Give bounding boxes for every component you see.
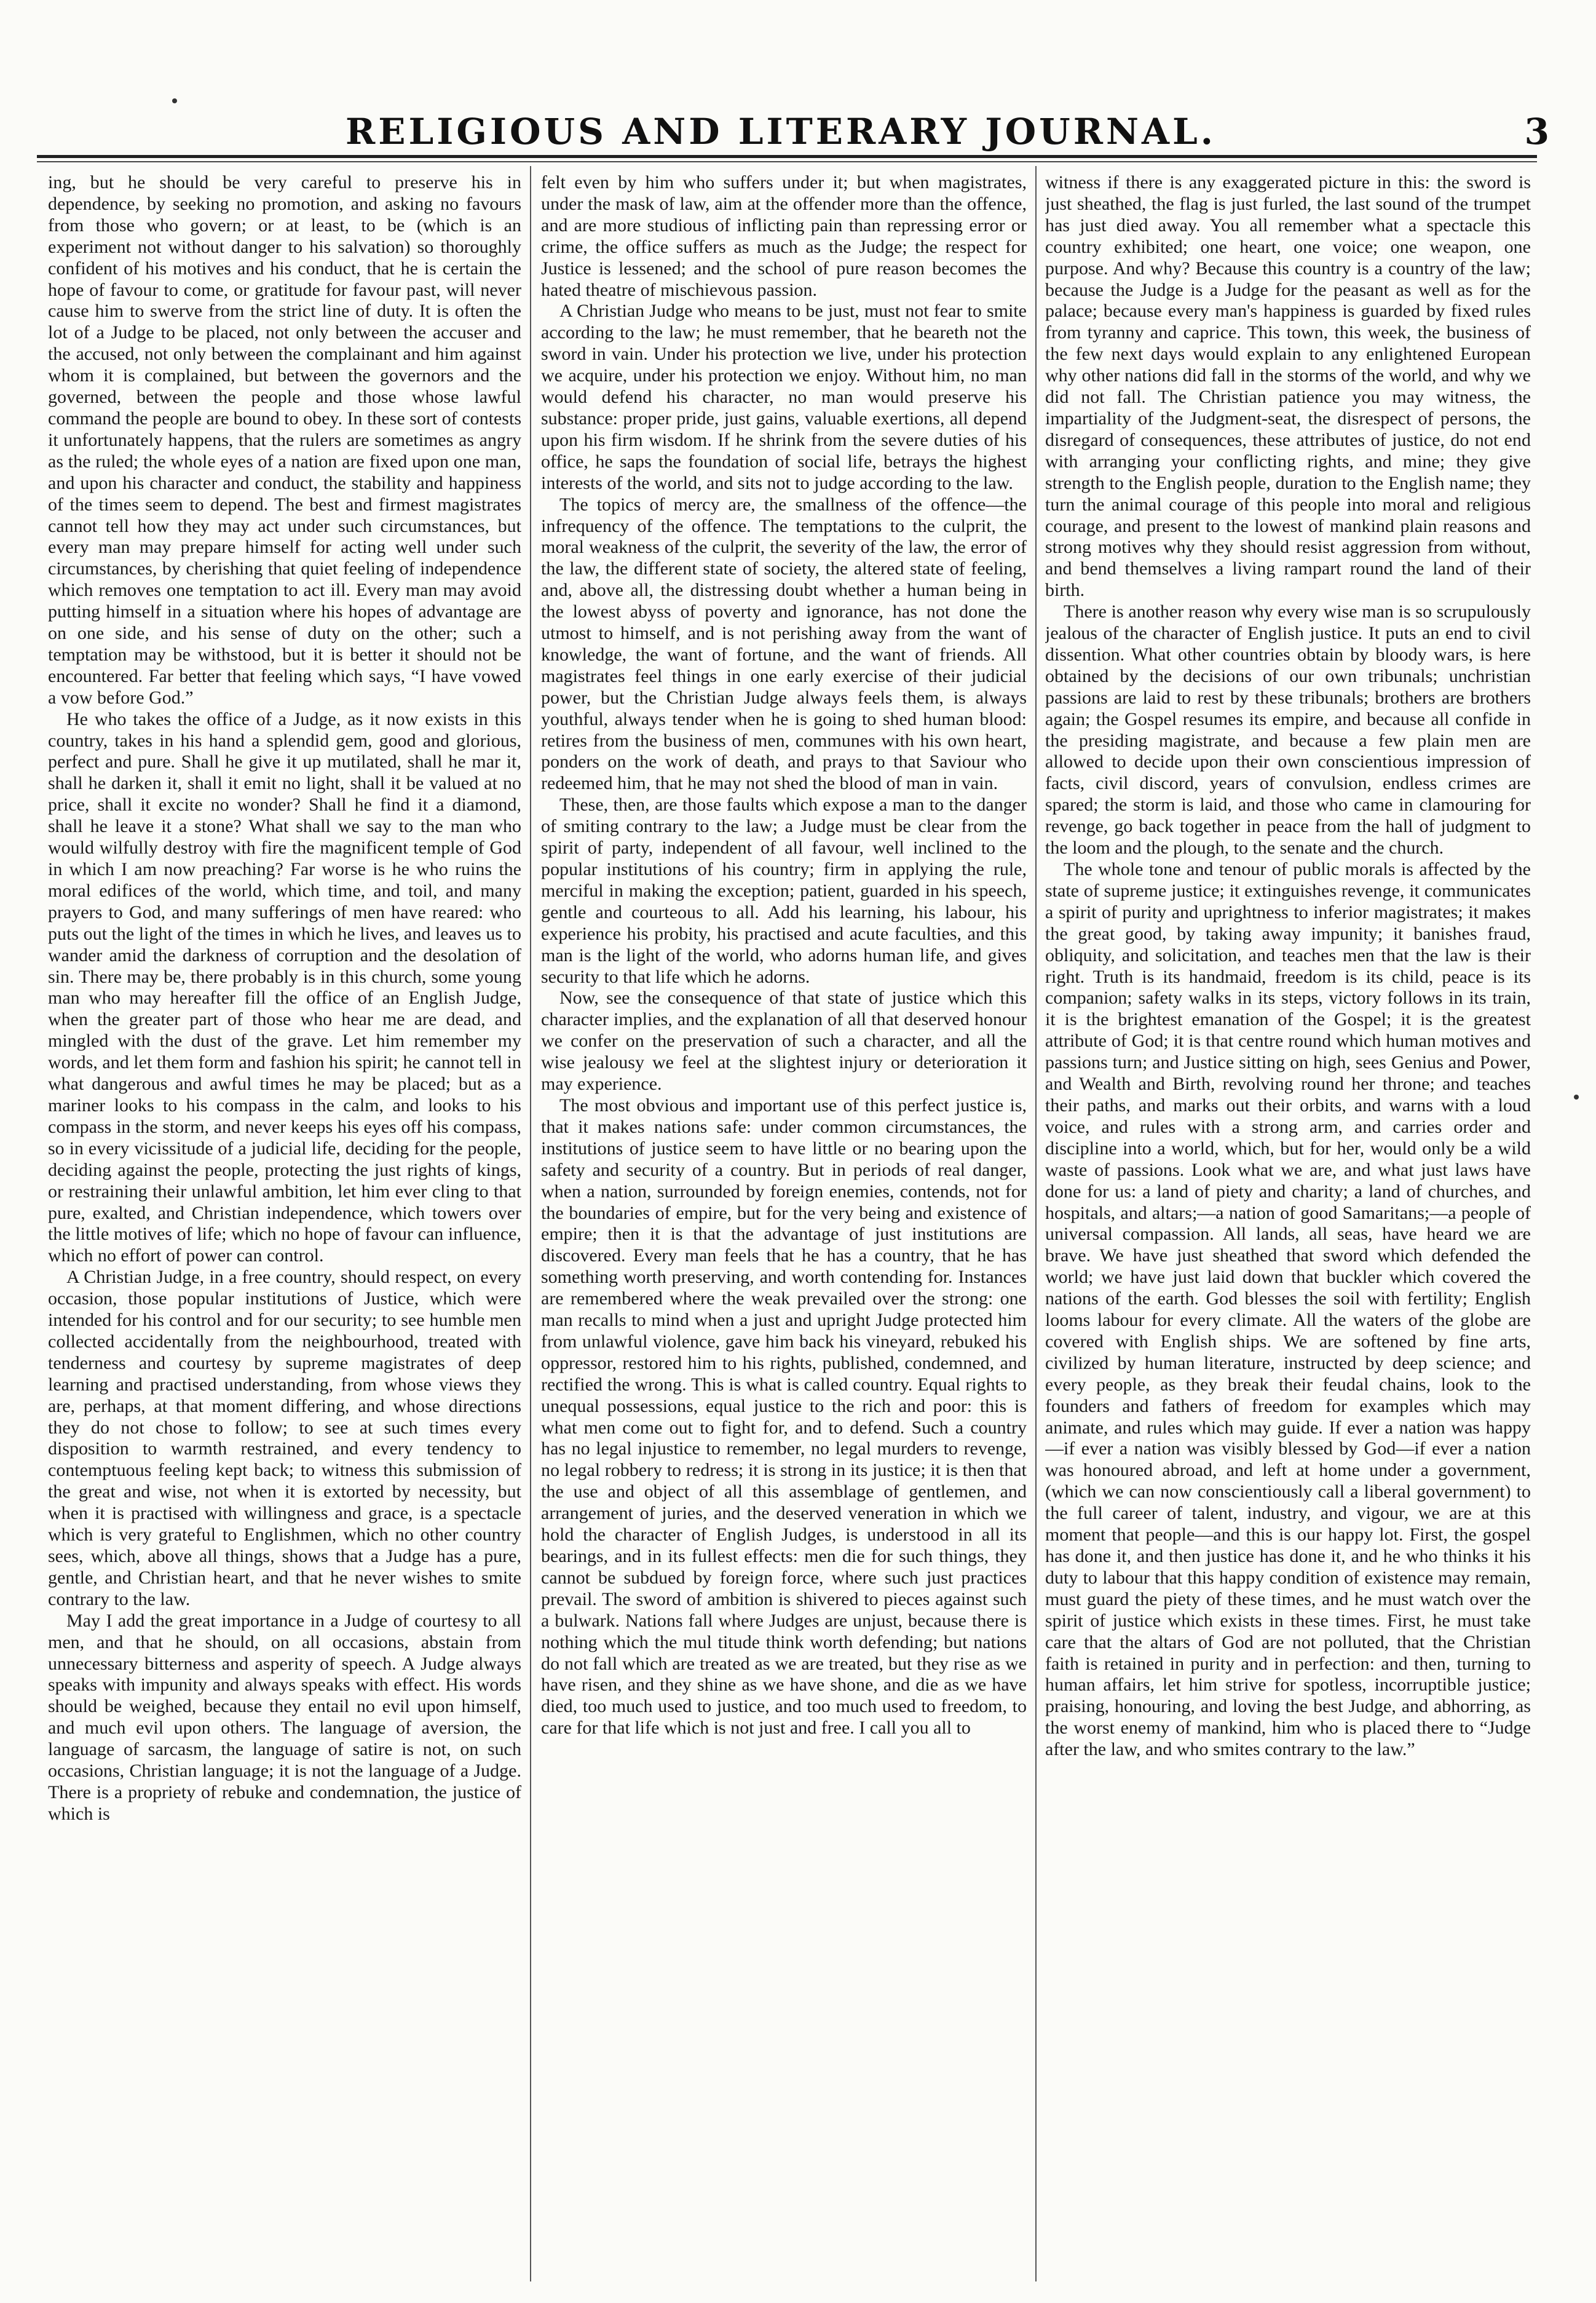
page-number: 3 — [1524, 111, 1549, 153]
paragraph: The most obvious and important use of this perfect justice is, that it makes nations safe: under common circumstances, the institutions of justice seem to have little or no bearing upon the safety and security of a country. But in periods of real danger, when a nation, surrounded by foreign enemies, contends, not for the boundaries of empire, but for the very being and existence of empire; then it is that the advantage of just institutions are discovered. Every man feels that he has a country, that he has something worth preserving, and worth contending for. Instances are remembered where the weak prevailed over the strong: one man recalls to mind when a just and upright Judge protected him from unlawful violence, gave him back his vineyard, rebuked his oppressor, restored him to his rights, published, condemned, and rectified the wrong. This is what is called country. Equal rights to unequal possessions, equal justice to the rich and poor: this is what men come out to fight for, and to defend. Such a country has no legal injustice to remember, no legal murders to revenge, no legal robbery to redress; it is strong in its justice; it is then that the use and object of all this assemblage of gentlemen, and arrangement of juries, and the deserved veneration in which we hold the character of English Judges, is understood in all its bearings, and in its fullest effects: men die for such things, they cannot be subdued by foreign force, where such just practices prevail. The sword of ambition is shivered to pieces against such a bulwark. Nations fall where Judges are unjust, because there is nothing which the mul titude think worth defending; but nations do not fall which are treated as we are treated, but they rise as we have risen, and they shine as we have shone, and die as we have died, too much used to justice, and too much used to freedom, to care for that life which is not just and free. I call you all to — [541, 1095, 1027, 1738]
header-rule-thin — [37, 161, 1537, 162]
paragraph: felt even by him who suffers under it; but when magistrates, under the mask of law, aim at the offender more than the offence, and are more studious of inflicting pain than repressing error or crime, the office suffers as much as the Judge; the respect for Justice is lessened; and the school of pure reason becomes the hated theatre of mischievous passion. — [541, 172, 1027, 300]
paragraph: The whole tone and tenour of public morals is affected by the state of supreme justice; it extinguishes revenge, it communicates a spirit of purity and uprightness to inferior magistrates; it makes the great good, by taking away impunity; it banishes fraud, obliquity, and solicitation, and teaches men that the law is their right. Truth is its handmaid, freedom is its child, peace is its companion; safety walks in its steps, victory follows in its train, it is the brightest emanation of the Gospel; it is the greatest attribute of God; it is that centre round which human motives and passions turn; and Justice sitting on high, sees Genius and Power, and Wealth and Birth, revolving round her throne; and teaches their paths, and marks out their orbits, and warns with a loud voice, and rules with a strong arm, and carries order and discipline into a world, which, but for her, would only be a wild waste of passions. Look what we are, and what just laws have done for us: a land of piety and charity; a land of churches, and hospitals, and altars;—a nation of good Samaritans;—a people of universal compassion. All lands, all seas, have heard we are brave. We have just sheathed that sword which defended the world; we have just laid down that buckler which covered the nations of the earth. God blesses the soil with fertility; English looms labour for every climate. All the waters of the globe are covered with English ships. We are softened by fine arts, civilized by human literature, instructed by deep science; and every people, as they break their feudal chains, look to the founders and fathers of freedom for examples which may animate, and rules which may guide. If ever a nation was happy—if ever a nation was visibly blessed by God—if ever a nation was honoured abroad, and left at home under a government, (which we can now conscientiously call a liberal government) to the full career of talent, industry, and vigour, we are at this moment that people—and this is our happy lot. First, the gospel has done it, and then justice has done it, and he who thinks it his duty to labour that this happy condition of existence may remain, must guard the piety of these times, and he must watch over the spirit of justice which exists in these times. First, he must take care that the altars of God are not polluted, that the Christian faith is retained in purity and in perfection: and then, turning to human affairs, let him strive for spotless, incorruptible justice; praising, honouring, and loving the best Judge, and abhorring, as the worst enemy of mankind, him who is placed there to “Judge after the law, and who smites contrary to the law.” — [1045, 859, 1531, 1760]
masthead — [37, 111, 1549, 154]
column-divider — [1035, 166, 1037, 2281]
column-3 — [1045, 172, 1531, 2281]
paragraph: The topics of mercy are, the smallness of the offence—the infrequency of the offence. The temptations to the culprit, the moral weakness of the culprit, the severity of the law, the error of the law, the different state of society, the altered state of feeling, and, above all, the distressing doubt whether a human being in the lowest abyss of poverty and ignorance, has not done the utmost to himself, and is not perishing away from the want of knowledge, the want of fortune, and the want of friends. All magistrates feel things in one early exercise of their judicial power, but the Christian Judge always feels them, is always youthful, always tender when he is going to shed human blood: retires from the business of men, communes with his own heart, ponders on the work of death, and prays to that Saviour who redeemed him, that he may not shed the blood of man in vain. — [541, 494, 1027, 794]
paragraph: Now, see the consequence of that state of justice which this character implies, and the explanation of all that deserved honour we confer on the preservation of such a character, and all the wise jealousy we feel at the slightest injury or deterioration it may experience. — [541, 988, 1027, 1095]
header-rule — [37, 155, 1537, 158]
ink-speck — [1574, 1095, 1579, 1100]
column-divider — [530, 166, 531, 2281]
paragraph: A Christian Judge who means to be just, must not fear to smite according to the law; he must remember, that he beareth not the sword in vain. Under his protection we live, under his protection we acquire, under his protection we enjoy. Without him, no man would defend his character, no man would preserve his substance: proper pride, just gains, valuable exertions, all depend upon his firm wisdom. If he shrink from the severe duties of his office, he saps the foundation of social life, betrays the highest interests of the world, and sits not to judge according to the law. — [541, 301, 1027, 493]
column-1 — [48, 172, 521, 2281]
paragraph: witness if there is any exaggerated picture in this: the sword is just sheathed, the flag is just furled, the last sound of the trumpet has just died away. You all remember what a spectacle this country exhibited; one heart, one voice; one weapon, one purpose. And why? Because this country is a country of the law; because the Judge is a Judge for the peasant as well as for the palace; because every man's happiness is guarded by fixed rules from tyranny and caprice. This town, this week, the business of the few next days would explain to any enlightened European why other nations did fall in the storms of the world, and why we did not fall. The Christian patience you may witness, the impartiality of the Judgment-seat, the disrespect of persons, the disregard of consequences, these attributes of justice, do not end with arranging your conflicting rights, and mine; they give strength to the English people, duration to the English name; they turn the animal courage of this people into moral and religious courage, and present to the lowest of mankind plain reasons and strong motives why they should resist aggression from without, and bend themselves a living rampart round the land of their birth. — [1045, 172, 1531, 601]
paragraph: ing, but he should be very careful to preserve his in dependence, by seeking no promotion, and asking no favours from those who govern; or at least, to be (which is an experiment not without danger to his salvation) so thoroughly confident of his motives and his conduct, that he is certain the hope of favour to come, or gratitude for favour past, will never cause him to swerve from the strict line of duty. It is often the lot of a Judge to be placed, not only between the accuser and the accused, not only between the complainant and him against whom it is complained, but between the governors and the governed, between the people and those whose lawful command the people are bound to obey. In these sort of contests it unfortunately happens, that the rulers are sometimes as angry as the ruled; the whole eyes of a nation are fixed upon one man, and upon his character and conduct, the stability and happiness of the times seem to depend. The best and firmest magistrates cannot tell how they may act under such circumstances, but every man may prepare himself for acting well under such circumstances, by cherishing that quiet feeling of independence which removes one temptation to act ill. Every man may avoid putting himself in a situation where his hopes of advantage are on one side, and his sense of duty on the other; such a temptation may be withstood, but it is better it should not be encountered. Far better that feeling which says, “I have vowed a vow before God.” — [48, 172, 521, 708]
paragraph: A Christian Judge, in a free country, should respect, on every occasion, those popular institutions of Justice, which were intended for his control and for our security; to see humble men collected accidentally from the neighbourhood, treated with tenderness and courtesy by supreme magistrates of deep learning and practised understanding, from whose views they are, perhaps, at that moment differing, and whose directions they do not chose to follow; to see at such times every disposition to warmth restrained, and every tendency to contemptuous feeling kept back; to witness this submission of the great and wise, not when it is extorted by necessity, but when it is practised with willingness and grace, is a spectacle which is very grateful to Englishmen, which no other country sees, which, above all things, shows that a Judge has a pure, gentle, and Christian heart, and that he never wishes to smite contrary to the law. — [48, 1267, 521, 1609]
paragraph: He who takes the office of a Judge, as it now exists in this country, takes in his hand a splendid gem, good and glorious, perfect and pure. Shall he give it up mutilated, shall he mar it, shall he darken it, shall it emit no light, shall it be valued at no price, shall it excite no wonder? Shall he find it a diamond, shall he leave it a stone? What shall we say to the man who would wilfully destroy with fire the magnificent temple of God in which I am now preaching? Far worse is he who ruins the moral edifices of the world, which time, and toil, and many prayers to God, and many sufferings of men have reared: who puts out the light of the times in which he lives, and leaves us to wander amid the darkness of corruption and the desolation of sin. There may be, there probably is in this church, some young man who may hereafter fill the office of an English Judge, when the greater part of those who hear me are dead, and mingled with the dust of the grave. Let him remember my words, and let them form and fashion his spirit; he cannot tell in what dangerous and awful times he may be placed; but as a mariner looks to his compass in the calm, and looks to his compass in the storm, and never keeps his eyes off his compass, so in every vicissitude of a judicial life, deciding for the people, deciding against the people, protecting the just rights of kings, or restraining their unlawful ambition, let him ever cling to that pure, exalted, and Christian independence, which towers over the little motives of life; which no hope of favour can influence, which no effort of power can control. — [48, 708, 521, 1266]
paragraph: There is another reason why every wise man is so scrupulously jealous of the character of English justice. It puts an end to civil dissention. What other countries obtain by bloody wars, is here obtained by the decisions of our own tribunals; unchristian passions are laid to rest by these tribunals; brothers are brothers again; the Gospel resumes its empire, and because all confide in the presiding magistrate, and because a few plain men are allowed to decide upon their own conscientious impression of facts, civil discord, years of convulsion, endless crimes are spared; the storm is laid, and those who came in clamouring for revenge, go back together in peace from the hall of judgment to the loom and the plough, to the senate and the church. — [1045, 601, 1531, 858]
ink-speck — [172, 98, 177, 103]
paragraph: May I add the great importance in a Judge of courtesy to all men, and that he should, on all occasions, abstain from unnecessary bitterness and asperity of speech. A Judge always speaks with impunity and always speaks with effect. His words should be weighed, because they entail no evil upon himself, and much evil upon others. The language of aversion, the language of sarcasm, the language of satire is not, on such occasions, Christian language; it is not the language of a Judge. There is a propriety of rebuke and condemnation, the justice of which is — [48, 1610, 521, 1824]
journal-title: RELIGIOUS AND LITERARY JOURNAL. — [346, 111, 1216, 153]
column-2 — [541, 172, 1027, 2281]
paragraph: These, then, are those faults which expose a man to the danger of smiting contrary to the law; a Judge must be clear from the spirit of party, independent of all favour, well inclined to the popular institutions of his country; firm in applying the rule, merciful in making the exception; patient, guarded in his speech, gentle and courteous to all. Add his learning, his labour, his experience his probity, his practised and acute faculties, and this man is the light of the world, who adorns human life, and gives security to that life which he adorns. — [541, 795, 1027, 987]
